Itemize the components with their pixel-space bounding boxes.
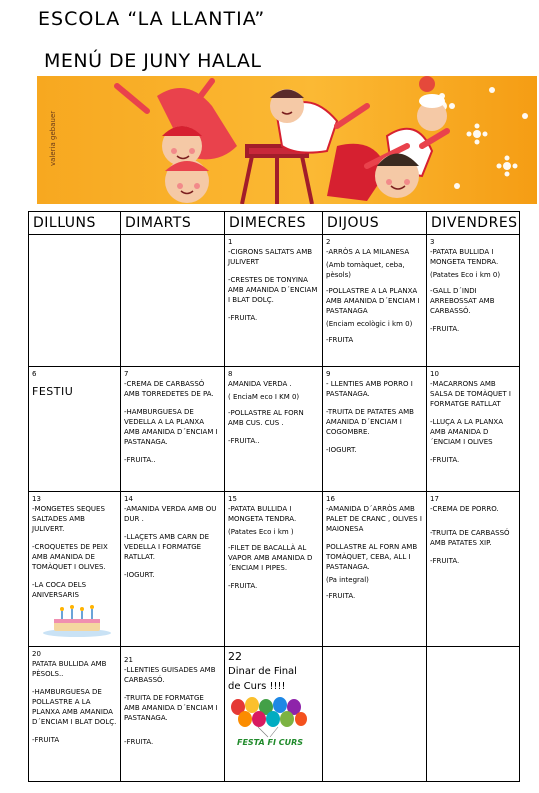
dish: -AMANIDA D´ARRÒS AMB PALET DE CRANC , OLIVES I MAIONESA	[326, 505, 422, 533]
dish: -HAMBURGUESA DE VEDELLA A LA PLANXA AMB AMANIDA D´ENCIAM I PASTANAGA.	[124, 408, 218, 446]
dish: -LA COCA DELS ANIVERSARIS	[32, 581, 87, 599]
dish: -TRUITA DE PATATES AMB AMANIDA D´ENCIAM I COGOMBRE.	[326, 408, 414, 436]
day-header-divendres: DIVENDRES	[427, 212, 520, 235]
week-row	[29, 647, 520, 782]
dish: -MONGETES SEQUES SALTADES AMB JULIVERT.	[32, 505, 105, 533]
dish: PATATA BULLIDA AMB PÈSOLS..	[32, 660, 107, 678]
day-header-dimarts: DIMARTS	[121, 212, 225, 235]
day-cell-7	[121, 367, 225, 492]
day-number: 13	[32, 495, 41, 503]
dish-note: ( EnciaM eco I KM 0)	[228, 393, 300, 401]
dish: -FRUITA.	[228, 314, 258, 322]
dish: -FRUITA.	[430, 325, 460, 333]
week-row	[29, 367, 520, 492]
week-row	[29, 235, 520, 367]
dish: -FRUITA	[326, 336, 354, 344]
day-cell-14	[121, 492, 225, 647]
day-cell-3	[427, 235, 520, 367]
day-number: 3	[430, 238, 435, 246]
dish: -FRUITA.	[430, 456, 460, 464]
dish: -MACARRONS AMB SALSA DE TOMÀQUET I FORMATGE RATLLAT	[430, 380, 511, 408]
dish: -CRESTES DE TONYINA AMB AMANIDA D´ENCIAM I BLAT DOLÇ.	[228, 276, 318, 304]
dish: -HAMBURGUESA DE POLLASTRE A LA PLANXA AMB AMANIDA D´ENCIAM I BLAT DOLÇ.	[32, 688, 117, 726]
day-cell-6	[29, 367, 121, 492]
banner-illustration	[37, 76, 537, 204]
day-header-dimecres: DIMECRES	[225, 212, 323, 235]
day-cell-17	[427, 492, 520, 647]
dish: -FRUITA	[32, 736, 60, 744]
dish: -GALL D´INDI ARREBOSSAT AMB CARBASSÓ.	[430, 287, 495, 315]
day-number: 1	[228, 238, 233, 246]
dish: -TRUITA DE FORMATGE AMB AMANIDA D´ENCIAM I PASTANAGA.	[124, 694, 218, 722]
dish: - LLENTIES AMB PORRO I PASTANAGA.	[326, 380, 413, 398]
day-cell-empty	[29, 235, 121, 367]
dish: -POLLASTRE A LA PLANXA AMB AMANIDA D´ENCIAM I PASTANAGA	[326, 287, 420, 315]
day-cell-empty	[323, 647, 427, 782]
day-cell-2	[323, 235, 427, 367]
day-number: 9	[326, 370, 331, 378]
dish: -PATATA BULLIDA I MONGETA TENDRA.	[228, 505, 297, 523]
day-cell-21	[121, 647, 225, 782]
dish: -TRUITA DE CARBASSÓ AMB PATATES XIP.	[430, 529, 510, 547]
dish: -CREMA DE PORRO.	[430, 505, 499, 513]
dish: -LLENTIES GUISADES AMB CARBASSÓ.	[124, 666, 216, 684]
day-number: 7	[124, 370, 129, 378]
week-row	[29, 492, 520, 647]
day-cell-22	[225, 647, 323, 782]
menu-title: MENÚ DE JUNY HALAL	[44, 50, 262, 72]
school-title: ESCOLA “LA LLANTIA”	[38, 8, 266, 30]
dish: -FRUITA.	[228, 582, 258, 590]
day-number: 16	[326, 495, 335, 503]
day-cell-9	[323, 367, 427, 492]
day-header-dilluns: DILLUNS	[29, 212, 121, 235]
dish: -FILET DE BACALLÀ AL VAPOR AMB AMANIDA D´ENCIAM I PIPES.	[228, 544, 313, 572]
dish-note: (Patates Eco i km )	[228, 528, 294, 536]
day-number: 10	[430, 370, 439, 378]
end-of-course-note: Dinar de Final	[228, 666, 297, 677]
dish: -IOGURT.	[124, 571, 155, 579]
holiday-label: FESTIU	[32, 385, 74, 398]
banner-signature: valeria gebauer	[49, 110, 57, 166]
dish-note: (Enciam ecològic i km 0)	[326, 320, 413, 328]
dish: -FRUITA..	[228, 437, 260, 445]
dish: -IOGURT.	[326, 446, 357, 454]
day-cell-empty	[427, 647, 520, 782]
dish-note: (Amb tomàquet, ceba, pèsols)	[326, 261, 405, 279]
dish: AMANIDA VERDA .	[228, 380, 292, 388]
dish: -CROQUETES DE PEIX AMB AMANIDA DE TOMÀQUET I OLIVES.	[32, 543, 108, 571]
end-of-course-note: de Curs !!!!	[228, 681, 286, 692]
day-number: 6	[32, 370, 37, 378]
day-number: 2	[326, 238, 331, 246]
dish-note: (Patates Eco i km 0)	[430, 271, 501, 279]
dish: -FRUITA.	[124, 738, 154, 746]
dish: -POLLASTRE AL FORN AMB CUS. CUS .	[228, 409, 304, 427]
dish: -FRUITA.	[326, 592, 356, 600]
day-cell-20	[29, 647, 121, 782]
day-number: 22	[228, 650, 242, 663]
day-cell-10	[427, 367, 520, 492]
day-number: 21	[124, 656, 133, 664]
dish: POLLASTRE AL FORN AMB TOMÀQUET, CEBA, ALL I PASTANAGA.	[326, 543, 418, 571]
day-header-dijous: DIJOUS	[323, 212, 427, 235]
dish: -AMANIDA VERDA AMB OU DUR .	[124, 505, 217, 523]
dish: -PATATA BULLIDA I MONGETA TENDRA.	[430, 248, 499, 266]
dish-note: (Pa integral)	[326, 576, 369, 584]
day-cell-8	[225, 367, 323, 492]
dish: -FRUITA.	[430, 557, 460, 565]
day-cell-empty	[121, 235, 225, 367]
dish: -CIGRONS SALTATS AMB JULIVERT	[228, 248, 313, 266]
day-cell-1	[225, 235, 323, 367]
balloons-image	[228, 697, 319, 758]
balloons-caption: FESTA FI CURS	[236, 738, 304, 747]
day-number: 15	[228, 495, 237, 503]
day-number: 20	[32, 650, 41, 658]
day-number: 8	[228, 370, 233, 378]
day-cell-16	[323, 492, 427, 647]
dish: -ARRÒS A LA MILANESA	[326, 248, 410, 256]
day-number: 17	[430, 495, 439, 503]
day-cell-15	[225, 492, 323, 647]
menu-table	[28, 211, 520, 782]
birthday-cake-image	[32, 603, 117, 640]
dish: -CREMA DE CARBASSÓ AMB TORREDETES DE PA.	[124, 380, 214, 398]
day-cell-13	[29, 492, 121, 647]
dish: -FRUITA..	[124, 456, 156, 464]
dish: -LLAÇETS AMB CARN DE VEDELLA I FORMATGE RATLLAT.	[124, 533, 210, 561]
dish: -LLUÇA A LA PLANXA AMB AMANIDA D´ENCIAM I OLIVES	[430, 418, 503, 446]
day-number: 14	[124, 495, 133, 503]
day-header-row	[29, 212, 520, 235]
